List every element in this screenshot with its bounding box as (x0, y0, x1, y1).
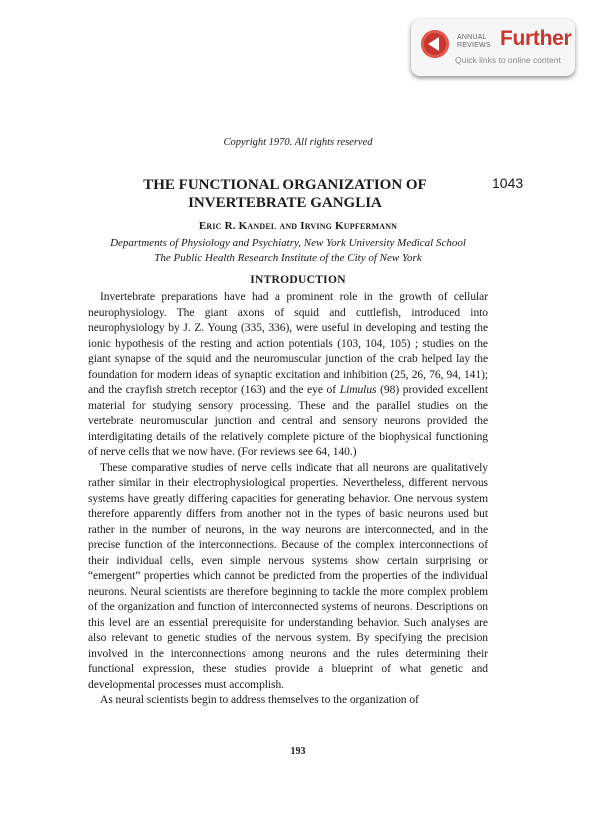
authors: Eric R. Kandel and Irving Kupfermann (198, 220, 398, 232)
paragraph: As neural scientists begin to address themselves to the organization of (100, 694, 419, 706)
reviews-label: REVIEWS (457, 42, 491, 49)
badge-subtitle[interactable]: Quick links to online content (455, 55, 561, 65)
emphasis-species: Limulus (339, 384, 377, 396)
copyright-notice: Copyright 1970. All rights reserved (223, 137, 373, 148)
article-title-line-1: THE FUNCTIONAL ORGANIZATION OF (143, 177, 427, 193)
further-badge[interactable] (411, 19, 575, 76)
affiliation-line-1: Departments of Physiology and Psychiatry, New York University Medical School (110, 237, 466, 249)
affiliation (30, 236, 546, 266)
section-heading: INTRODUCTION (250, 274, 346, 286)
annual-reviews-logo (457, 34, 491, 50)
affiliation-line-2: The Public Health Research Institute of the City of New York (154, 252, 422, 264)
further-label[interactable]: Further (500, 27, 572, 50)
paragraph: These comparative studies of nerve cells indicate that all neurons are qualitatively rather similar in their electrophysiological properties. Nevertheless, different nervous systems have greatly differing capacities for generating behavior. One nervous system therefore apparently differs from another not in the types of basic neurons used but rather in the number of neurons, in the way neurons are interconnected, and in the precise function of the interconnections. Because of the complex interconnections of their individual cells, even simple nervous systems show certain surprising or “emergent” properties which cannot be predicted from the properties of the individual neurons. Neural scientists are therefore beginning to tackle the more complex problem of the organization and function of interconnected systems of neurons. Descriptions on this level are an essential prerequisite for understanding behavior. Such analyses are also relevant to genetic studies of the nervous system. By specifying the precision involved in the interconnections among neurons and the rules determining their functional expression, these studies provide a blueprint of what genetic and developmental processes must accomplish. (88, 461, 488, 691)
paragraph-text: (98) provided excellent material for studying sensory processing. These and the parallel studies on the vertebrate neuromuscular junction and central and sensory neurons provided the interdigitating details of the relatively complete picture of the biophysical functioning of nerve cells that we now have. (For reviews see 64, 140.) (88, 384, 489, 458)
left-arrow-circle-icon[interactable] (421, 30, 449, 58)
page-code: 1043 (492, 175, 524, 191)
body-text (88, 290, 488, 709)
left-arrow-icon (428, 37, 439, 51)
paragraph (88, 290, 488, 461)
article-title (100, 176, 470, 212)
article-title-line-2: INVERTEBRATE GANGLIA (188, 195, 382, 211)
page-number: 193 (290, 746, 306, 757)
annual-label: ANNUAL (457, 34, 487, 41)
paragraph-text: Invertebrate preparations have had a prominent role in the growth of cellular neurophysiology. The giant axons of squid and cuttlefish, introduced into neurophysiology by J. Z. Young (335, 336), were useful in developing and testing the ionic hypothesis of the resting and action potentials (103, 104, 105) ; studies on the giant synapse of the squid and the neuromuscular junction of the crab helped lay the foundation for modern ideas of synaptic excitation and inhibition (25, 26, 76, 94, 141); and the crayfish stretch receptor (163) and the eye of (88, 291, 488, 396)
